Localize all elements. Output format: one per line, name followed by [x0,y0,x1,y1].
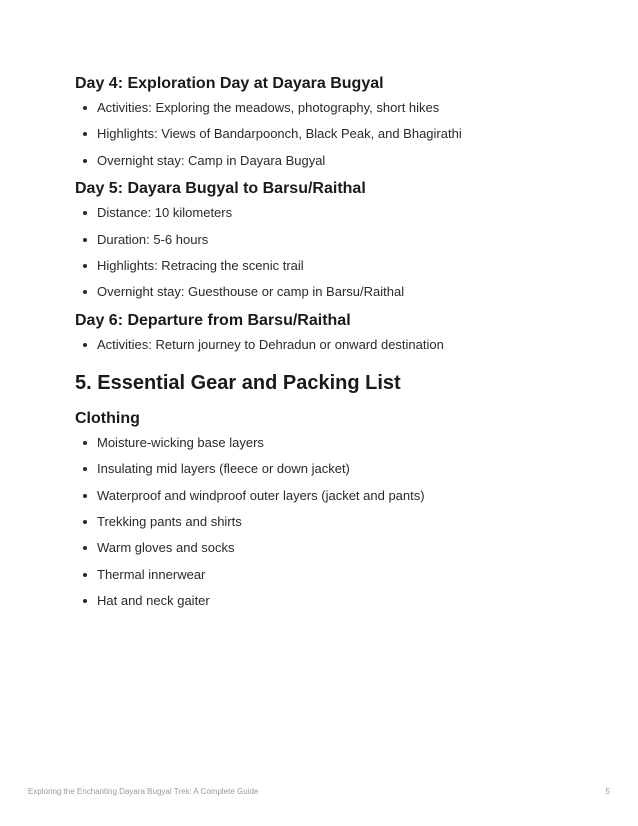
list-item: Moisture-wicking base layers [75,435,595,451]
clothing-heading: Clothing [75,409,140,427]
list-item: Thermal innerwear [75,567,595,583]
day-6-heading: Day 6: Departure from Barsu/Raithal [75,311,351,329]
footer-title: Exploring the Enchanting Dayara Bugyal Trek: A Complete Guide [28,787,259,796]
list-item: Activities: Return journey to Dehradun or onward destination [75,337,595,353]
list-item: Trekking pants and shirts [75,514,595,530]
list-item: Distance: 10 kilometers [75,205,595,221]
day-5-list [75,205,595,300]
page-content [75,74,595,619]
list-item: Waterproof and windproof outer layers (jacket and pants) [75,488,595,504]
list-item: Overnight stay: Guesthouse or camp in Barsu/Raithal [75,284,595,300]
list-item: Overnight stay: Camp in Dayara Bugyal [75,153,595,169]
day-4-heading: Day 4: Exploration Day at Dayara Bugyal [75,75,384,92]
clothing-list [75,435,595,609]
page-number: 5 [605,787,610,796]
list-item: Highlights: Retracing the scenic trail [75,258,595,274]
list-item: Activities: Exploring the meadows, photography, short hikes [75,100,595,116]
list-item: Highlights: Views of Bandarpoonch, Black Peak, and Bhagirathi [75,126,595,142]
list-item: Duration: 5-6 hours [75,232,595,248]
list-item: Insulating mid layers (fleece or down jacket) [75,461,595,477]
page-footer [28,787,610,796]
list-item: Warm gloves and socks [75,540,595,556]
day-5-heading: Day 5: Dayara Bugyal to Barsu/Raithal [75,180,366,198]
section-heading: 5. Essential Gear and Packing List [75,371,401,394]
day-4-list [75,100,595,169]
list-item: Hat and neck gaiter [75,593,595,609]
day-6-list [75,337,595,353]
